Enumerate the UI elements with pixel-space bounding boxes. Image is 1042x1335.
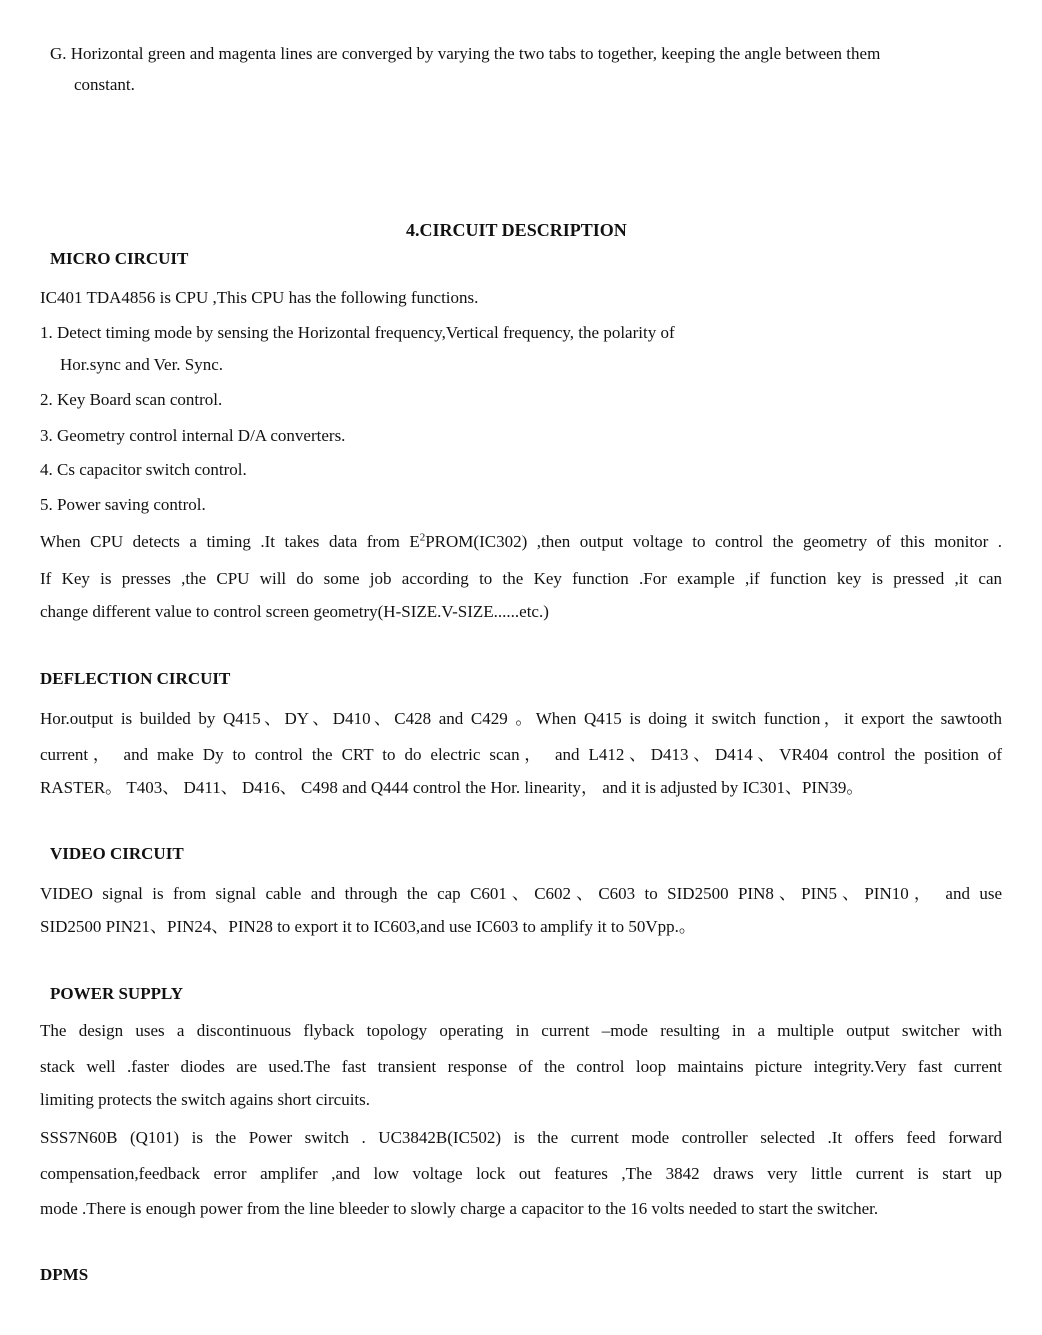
section-title: 4.CIRCUIT DESCRIPTION (406, 220, 627, 240)
micro-circuit-heading: MICRO CIRCUIT (50, 249, 189, 268)
micro-item-1-line-1: 1. Detect timing mode by sensing the Horizontal frequency,Vertical frequency, the polarity of (40, 323, 675, 342)
micro-item-1-line-2: Hor.sync and Ver. Sync. (60, 355, 224, 374)
deflection-line-2: current， and make Dy to control the CRT to do electric scan， and L412、D413、D414、VR404 control the position of (40, 745, 1002, 764)
power-line-6: mode .There is enough power from the line bleeder to slowly charge a capacitor to the 16 volts needed to start the switcher. (40, 1199, 879, 1218)
power-supply-heading: POWER SUPPLY (50, 984, 184, 1003)
micro-paragraph-line-1-a: When CPU detects a timing .It takes data from E (40, 532, 420, 551)
video-line-2: SID2500 PIN21、PIN24、PIN28 to export it to IC603,and use IC603 to amplify it to 50Vpp.。 (40, 917, 696, 936)
micro-paragraph-line-1 (40, 532, 1002, 552)
item-g-line-1: G. Horizontal green and magenta lines are converged by varying the two tabs to together, keeping the angle between them (50, 44, 881, 63)
item-g-line-2: constant. (74, 75, 135, 94)
power-line-1: The design uses a discontinuous flyback topology operating in current –mode resulting in a multiple output switcher with (40, 1021, 1002, 1040)
deflection-circuit-heading: DEFLECTION CIRCUIT (40, 669, 231, 688)
micro-item-4: 4. Cs capacitor switch control. (40, 460, 247, 479)
dpms-heading: DPMS (40, 1265, 89, 1284)
micro-item-2: 2. Key Board scan control. (40, 390, 223, 409)
power-line-4: SSS7N60B (Q101) is the Power switch . UC3842B(IC502) is the current mode controller selected .It offers feed forward (40, 1128, 1002, 1147)
deflection-line-1: Hor.output is builded by Q415、DY、D410、C428 and C429 。When Q415 is doing it switch function，it export the sawtooth (40, 709, 1002, 728)
micro-paragraph-line-1-b: PROM(IC302) ,then output voltage to control the geometry of this monitor . (425, 532, 1002, 551)
micro-item-5: 5. Power saving control. (40, 495, 206, 514)
video-line-1: VIDEO signal is from signal cable and through the cap C601、C602、C603 to SID2500 PIN8、PIN5、PIN10， and use (40, 884, 1002, 903)
power-line-5: compensation,feedback error amplifer ,and low voltage lock out features ,The 3842 draws very little current is start up (40, 1164, 1002, 1183)
power-line-2: stack well .faster diodes are used.The fast transient response of the control loop maintains picture integrity.Very fast current (40, 1057, 1002, 1076)
deflection-line-3: RASTER。 T403、 D411、 D416、 C498 and Q444 control the Hor. linearity， and it is adjusted by IC301、PIN39。 (40, 778, 864, 797)
power-line-3: limiting protects the switch agains short circuits. (40, 1090, 371, 1109)
micro-intro: IC401 TDA4856 is CPU ,This CPU has the following functions. (40, 288, 479, 307)
video-circuit-heading: VIDEO CIRCUIT (50, 844, 184, 863)
micro-paragraph-line-3: change different value to control screen geometry(H-SIZE.V-SIZE......etc.) (40, 602, 549, 621)
micro-item-3: 3. Geometry control internal D/A converters. (40, 426, 346, 445)
micro-paragraph-line-2: If Key is presses ,the CPU will do some job according to the Key function .For example ,if function key is pressed ,it can (40, 569, 1002, 588)
superscript-2: 2 (419, 531, 426, 544)
